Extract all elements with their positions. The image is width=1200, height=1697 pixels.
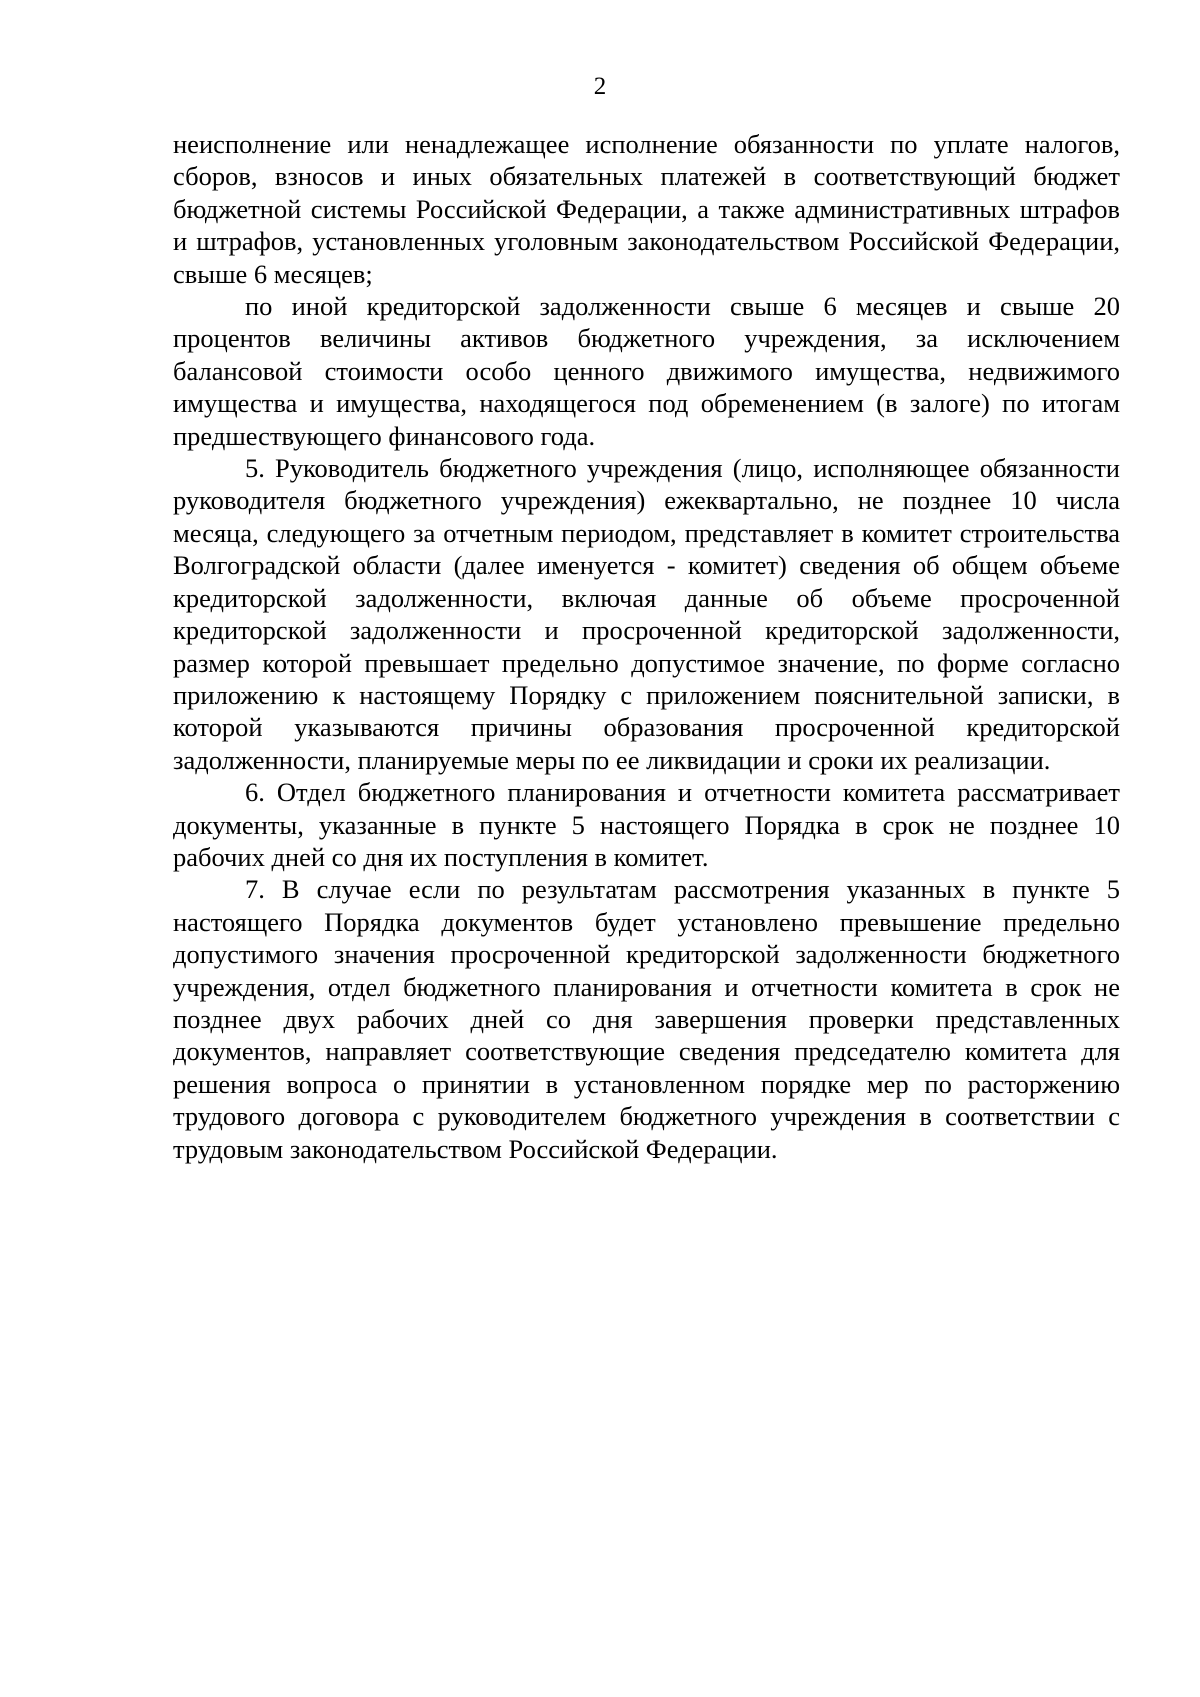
paragraph-other-debt: по иной кредиторской задолженности свыше 6 месяцев и свыше 20 процентов величины активов бюджетного учреждения, за исключением балансовой стоимости особо ценного движимого имущества, недвижимого имущества и имущества, находящегося под обременением (в залоге) по итогам предшествующего финансового года. bbox=[173, 291, 1120, 451]
document-body bbox=[173, 128, 1120, 1165]
paragraph-item-5: 5. Руководитель бюджетного учреждения (лицо, исполняющее обязанности руководителя бюджетного учреждения) ежеквартально, не позднее 10 числа месяца, следующего за отчетным периодом, представляет в комитет строительства Волгоградской области (далее именуется - комитет) сведения об общем объеме кредиторской задолженности, включая данные об объеме просроченной кредиторской задолженности и просроченной кредиторской задолженности, размер которой превышает предельно допустимое значение, по форме согласно приложению к настоящему Порядку с приложением пояснительной записки, в которой указываются причины образования просроченной кредиторской задолженности, планируемые меры по ее ликвидации и сроки их реализации. bbox=[173, 453, 1120, 775]
paragraph-item-6: 6. Отдел бюджетного планирования и отчетности комитета рассматривает документы, указанные в пункте 5 настоящего Порядка в срок не позднее 10 рабочих дней со дня их поступления в комитет. bbox=[173, 777, 1120, 872]
paragraph-overdue-payments: неисполнение или ненадлежащее исполнение обязанности по уплате налогов, сборов, взносов и иных обязательных платежей в соответствующий бюджет бюджетной системы Российской Федерации, а также административных штрафов и штрафов, установленных уголовным законодательством Российской Федерации, свыше 6 месяцев; bbox=[173, 129, 1120, 289]
paragraph-item-7: 7. В случае если по результатам рассмотрения указанных в пункте 5 настоящего Порядка документов будет установлено превышение предельно допустимого значения просроченной кредиторской задолженности бюджетного учреждения, отдел бюджетного планирования и отчетности комитета в срок не позднее двух рабочих дней со дня завершения проверки представленных документов, направляет соответствующие сведения председателю комитета для решения вопроса о принятии в установленном порядке мер по расторжению трудового договора с руководителем бюджетного учреждения в соответствии с трудовым законодательством Российской Федерации. bbox=[173, 874, 1120, 1164]
page-number: 2 bbox=[593, 73, 607, 100]
